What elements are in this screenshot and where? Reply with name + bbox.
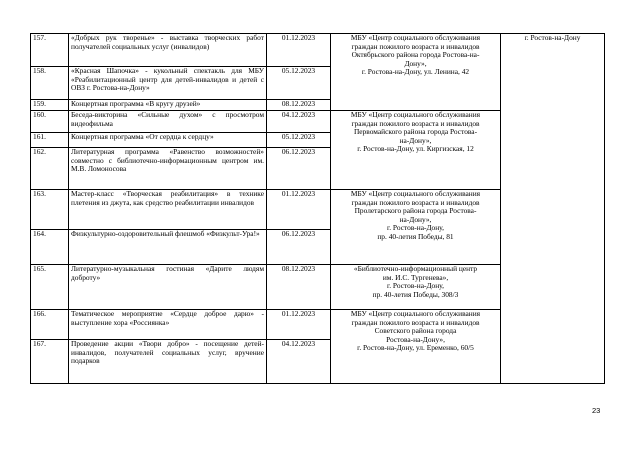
activity-cell: Мастер-класс «Творческая реабилитация» в технике плетения из джута, как средство реабилитации инвалидов <box>69 190 267 230</box>
activity-cell: Концертная программа «От сердца к сердцу» <box>69 133 267 148</box>
org-cell: МБУ «Центр социального обслуживания граждан пожилого возраста и инвалидов Пролетарского района города Ростова- на-Дону», г. Ростов-на-Дону, пр. 40-летия Победы, 81 <box>331 190 501 265</box>
date-cell: 01.12.2023 <box>267 190 331 230</box>
city-cell: г. Ростов-на-Дону <box>501 34 605 384</box>
date-cell: 05.12.2023 <box>267 133 331 148</box>
activity-cell: Тематическое мероприятие «Сердце доброе дарю» - выступление хора «Россиянка» <box>69 310 267 340</box>
row-number: 158. <box>31 67 69 100</box>
row-number: 163. <box>31 190 69 230</box>
row-number: 165. <box>31 265 69 310</box>
org-cell: МБУ «Центр социального обслуживания граждан пожилого возраста и инвалидов Советского района города Ростова-на-Дону», г. Ростов-на-Дону, ул. Еременко, 60/5 <box>331 310 501 384</box>
date-cell: 08.12.2023 <box>267 265 331 310</box>
date-cell: 06.12.2023 <box>267 148 331 190</box>
org-cell: МБУ «Центр социального обслуживания граждан пожилого возраста и инвалидов Первомайского района города Ростова- на-Дону», г. Ростов-на-Дону, ул. Киргизская, 12 <box>331 111 501 190</box>
activity-cell: «Красная Шапочка» - кукольный спектакль для МБУ «Реабилитационный центр для детей-инвалидов и детей с ОВЗ г. Ростова-на-Дону» <box>69 67 267 100</box>
row-number: 167. <box>31 340 69 384</box>
activity-cell: «Добрых рук творенье» - выставка творческих работ получателей социальных услуг (инвалидов) <box>69 34 267 67</box>
activity-cell: Литературная программа «Равенство возможностей» совместно с библиотечно-информационным центром им. М.В. Ломоносова <box>69 148 267 190</box>
activity-cell: Физкультурно-оздоровительный флешмоб «Физкульт-Ура!» <box>69 230 267 265</box>
activity-cell: Концертная программа «В кругу друзей» <box>69 100 267 111</box>
row-number: 157. <box>31 34 69 67</box>
date-cell: 08.12.2023 <box>267 100 331 111</box>
row-number: 161. <box>31 133 69 148</box>
row-number: 164. <box>31 230 69 265</box>
date-cell: 05.12.2023 <box>267 67 331 100</box>
date-cell: 01.12.2023 <box>267 34 331 67</box>
activity-cell: Беседа-викторина «Сильные духом» с просмотром видеофильма <box>69 111 267 133</box>
page-number: 23 <box>592 406 601 415</box>
table-row <box>31 34 605 67</box>
date-cell: 06.12.2023 <box>267 230 331 265</box>
date-cell: 04.12.2023 <box>267 340 331 384</box>
org-cell: «Библиотечно-информационный центр им. И.С. Тургенева», г. Ростов-на-Дону, пр. 40-летия Победы, 308/3 <box>331 265 501 310</box>
row-number: 159. <box>31 100 69 111</box>
activity-cell: Проведение акции «Твори добро» - посещение детей-инвалидов, получателей социальных услуг, вручение подарков <box>69 340 267 384</box>
row-number: 160. <box>31 111 69 133</box>
row-number: 162. <box>31 148 69 190</box>
date-cell: 04.12.2023 <box>267 111 331 133</box>
date-cell: 01.12.2023 <box>267 310 331 340</box>
events-table <box>30 33 605 384</box>
activity-cell: Литературно-музыкальная гостиная «Дарите людям доброту» <box>69 265 267 310</box>
org-cell: МБУ «Центр социального обслуживания граждан пожилого возраста и инвалидов Октябрьского района города Ростова-на- Дону», г. Ростова-на-Дону, ул. Ленина, 42 <box>331 34 501 111</box>
row-number: 166. <box>31 310 69 340</box>
